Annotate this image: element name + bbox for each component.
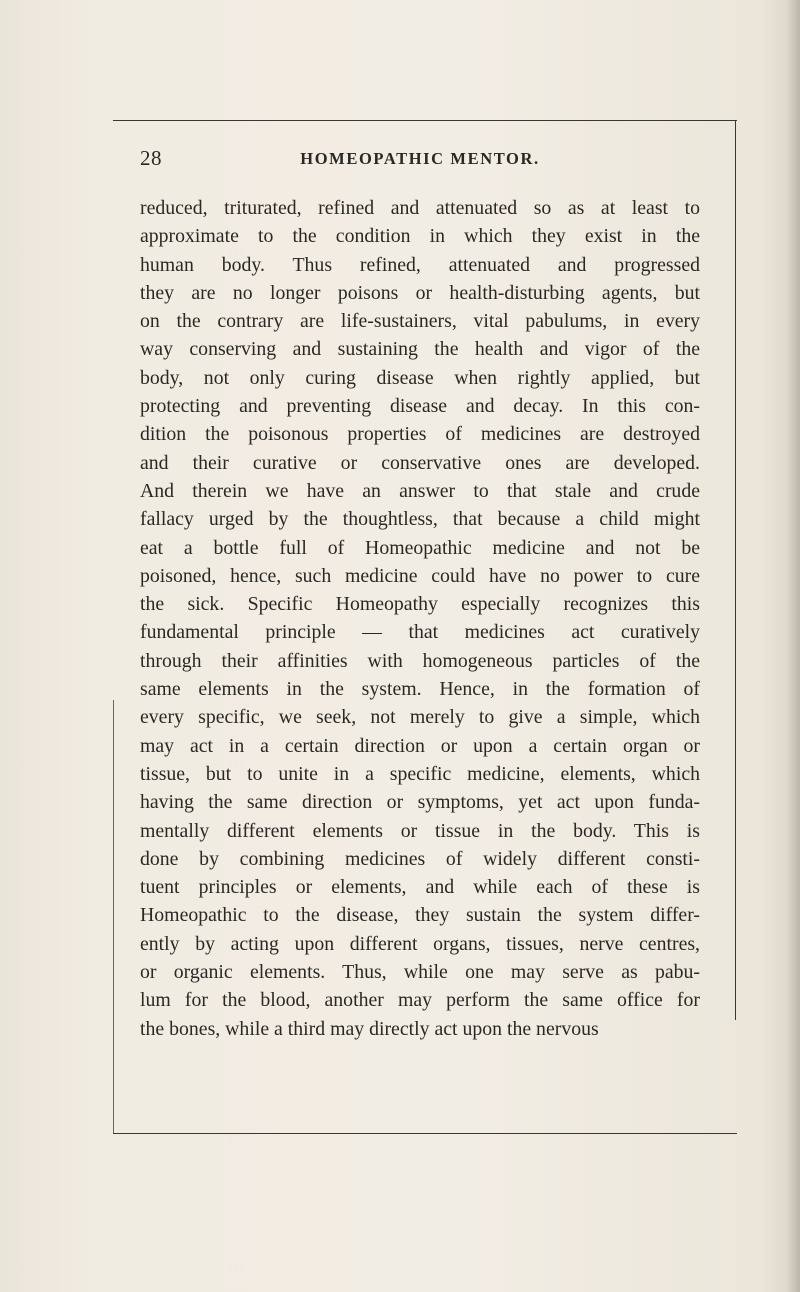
text-line: and their curative or conservative ones are developed. <box>140 451 700 474</box>
text-line: And therein we have an answer to that stale and crude <box>140 479 700 502</box>
page-edge-shadow <box>786 0 800 1292</box>
text-line: approximate to the condition in which they exist in the <box>140 225 700 248</box>
text-line: ently by acting upon different organs, tissues, nerve centres, <box>140 932 700 955</box>
frame-rule-bottom <box>113 1133 737 1134</box>
text-line: mentally different elements or tissue in the body. This is <box>140 819 700 842</box>
text-line: the sick. Specific Homeopathy especially recognizes this <box>140 593 700 616</box>
text-line: human body. Thus refined, attenuated and progressed <box>140 253 700 276</box>
text-line: Homeopathic to the disease, they sustain the system differ- <box>140 904 700 927</box>
text-line: tuent principles or elements, and while each of these is <box>140 876 700 899</box>
text-line: poisoned, hence, such medicine could have no power to cure <box>140 564 700 587</box>
text-line: fallacy urged by the thoughtless, that because a child might <box>140 508 700 531</box>
frame-rule-top <box>113 120 737 121</box>
text-line: having the same direction or symptoms, yet act upon funda- <box>140 791 700 814</box>
text-line: same elements in the system. Hence, in the formation of <box>140 678 700 701</box>
text-line: fundamental principle — that medicines act curatively <box>140 621 700 644</box>
text-line: way conserving and sustaining the health and vigor of the <box>140 338 700 361</box>
body-text <box>140 194 700 1043</box>
text-line: reduced, triturated, refined and attenuated so as at least to <box>140 197 700 219</box>
text-line: through their affinities with homogeneous particles of the <box>140 649 700 672</box>
text-line: they are no longer poisons or health-disturbing agents, but <box>140 281 700 304</box>
text-line: body, not only curing disease when rightly applied, but <box>140 366 700 389</box>
text-line: on the contrary are life-sustainers, vital pabulums, in every <box>140 310 700 333</box>
frame-rule-right <box>735 120 736 1020</box>
text-line: every specific, we seek, not merely to give a simple, which <box>140 706 700 729</box>
running-head: HOMEOPATHIC MENTOR. <box>300 149 540 168</box>
page-number: 28 <box>140 146 162 170</box>
text-line: the bones, while a third may directly act upon the nervous <box>140 1017 599 1040</box>
text-line: dition the poisonous properties of medicines are destroyed <box>140 423 700 446</box>
text-line: lum for the blood, another may perform the same office for <box>140 989 700 1012</box>
text-line: done by combining medicines of widely different consti- <box>140 847 700 870</box>
page-header <box>140 146 700 170</box>
text-line: eat a bottle full of Homeopathic medicine and not be <box>140 536 700 559</box>
frame-rule-left <box>113 700 114 1133</box>
text-line: protecting and preventing disease and decay. In this con- <box>140 395 700 418</box>
text-line: or organic elements. Thus, while one may serve as pabu- <box>140 961 700 984</box>
text-line: tissue, but to unite in a specific medicine, elements, which <box>140 762 700 785</box>
text-line: may act in a certain direction or upon a certain organ or <box>140 734 700 757</box>
